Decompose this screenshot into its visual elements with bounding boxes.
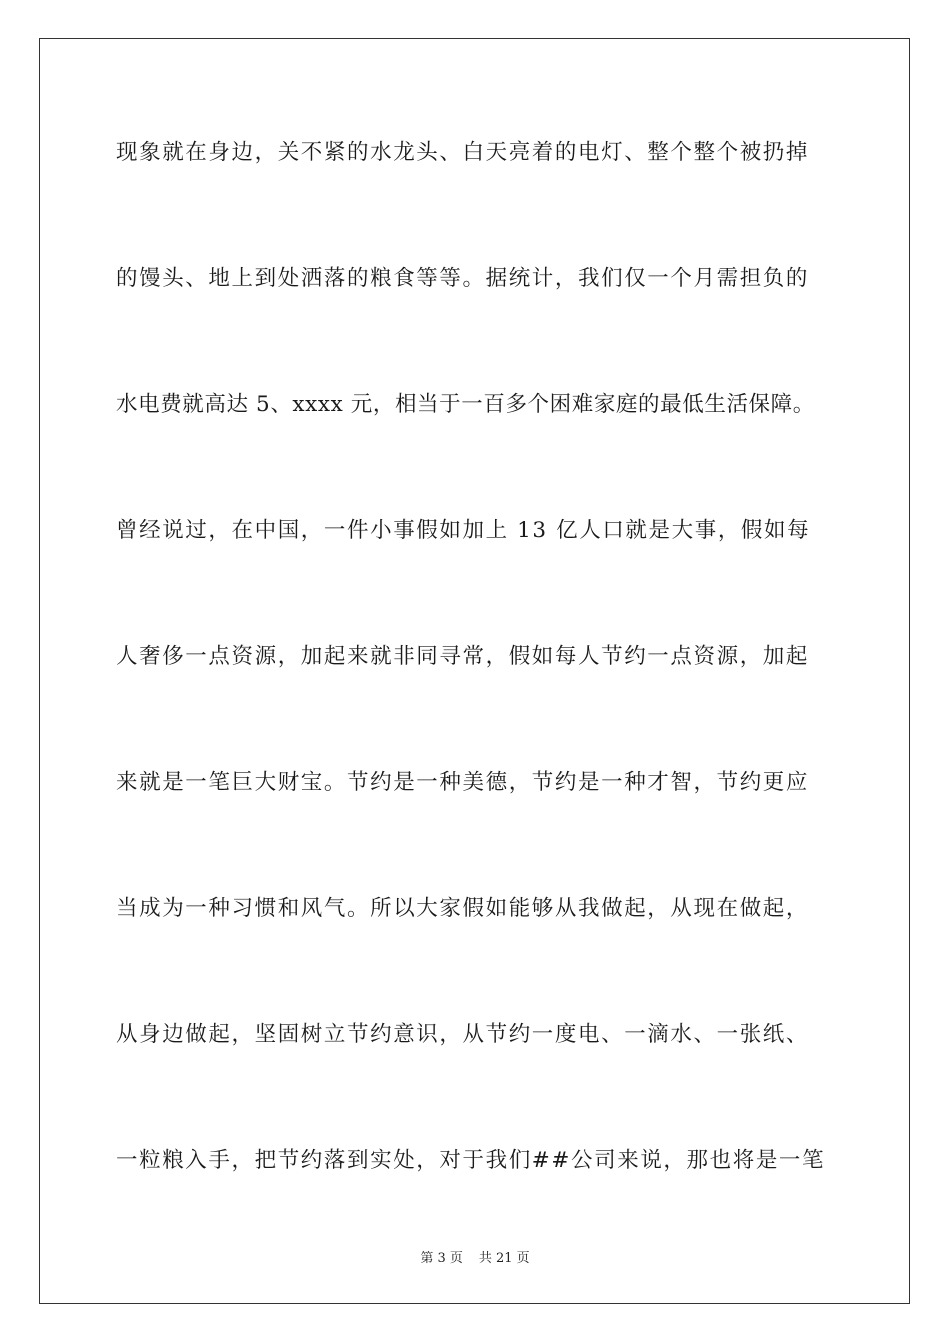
text-line: 曾经说过，在中国，一件小事假如加上 13 亿人口就是大事，假如每 xyxy=(116,518,811,543)
document-body xyxy=(116,128,836,1262)
text-line: 人奢侈一点资源，加起来就非同寻常，假如每人节约一点资源，加起 xyxy=(116,644,810,669)
page-footer xyxy=(0,1247,950,1266)
text-line: 从身边做起，坚固树立节约意识，从节约一度电、一滴水、一张纸、 xyxy=(116,1022,810,1047)
text-line: 水电费就高达 5、xxxx 元，相当于一百多个困难家庭的最低生活保障。 xyxy=(116,392,815,417)
current-page-number: 第 3 页 xyxy=(420,1251,463,1266)
text-line: 来就是一笔巨大财宝。节约是一种美德，节约是一种才智，节约更应 xyxy=(116,770,810,795)
total-page-count: 共 21 页 xyxy=(478,1251,530,1266)
text-line: 当成为一种习惯和风气。所以大家假如能够从我做起，从现在做起， xyxy=(116,896,810,921)
text-line: 一粒粮入手，把节约落到实处，对于我们##公司来说，那也将是一笔 xyxy=(116,1148,826,1173)
text-line: 现象就在身边，关不紧的水龙头、白天亮着的电灯、整个整个被扔掉 xyxy=(116,140,810,165)
text-line: 的馒头、地上到处洒落的粮食等等。据统计，我们仅一个月需担负的 xyxy=(116,266,810,291)
